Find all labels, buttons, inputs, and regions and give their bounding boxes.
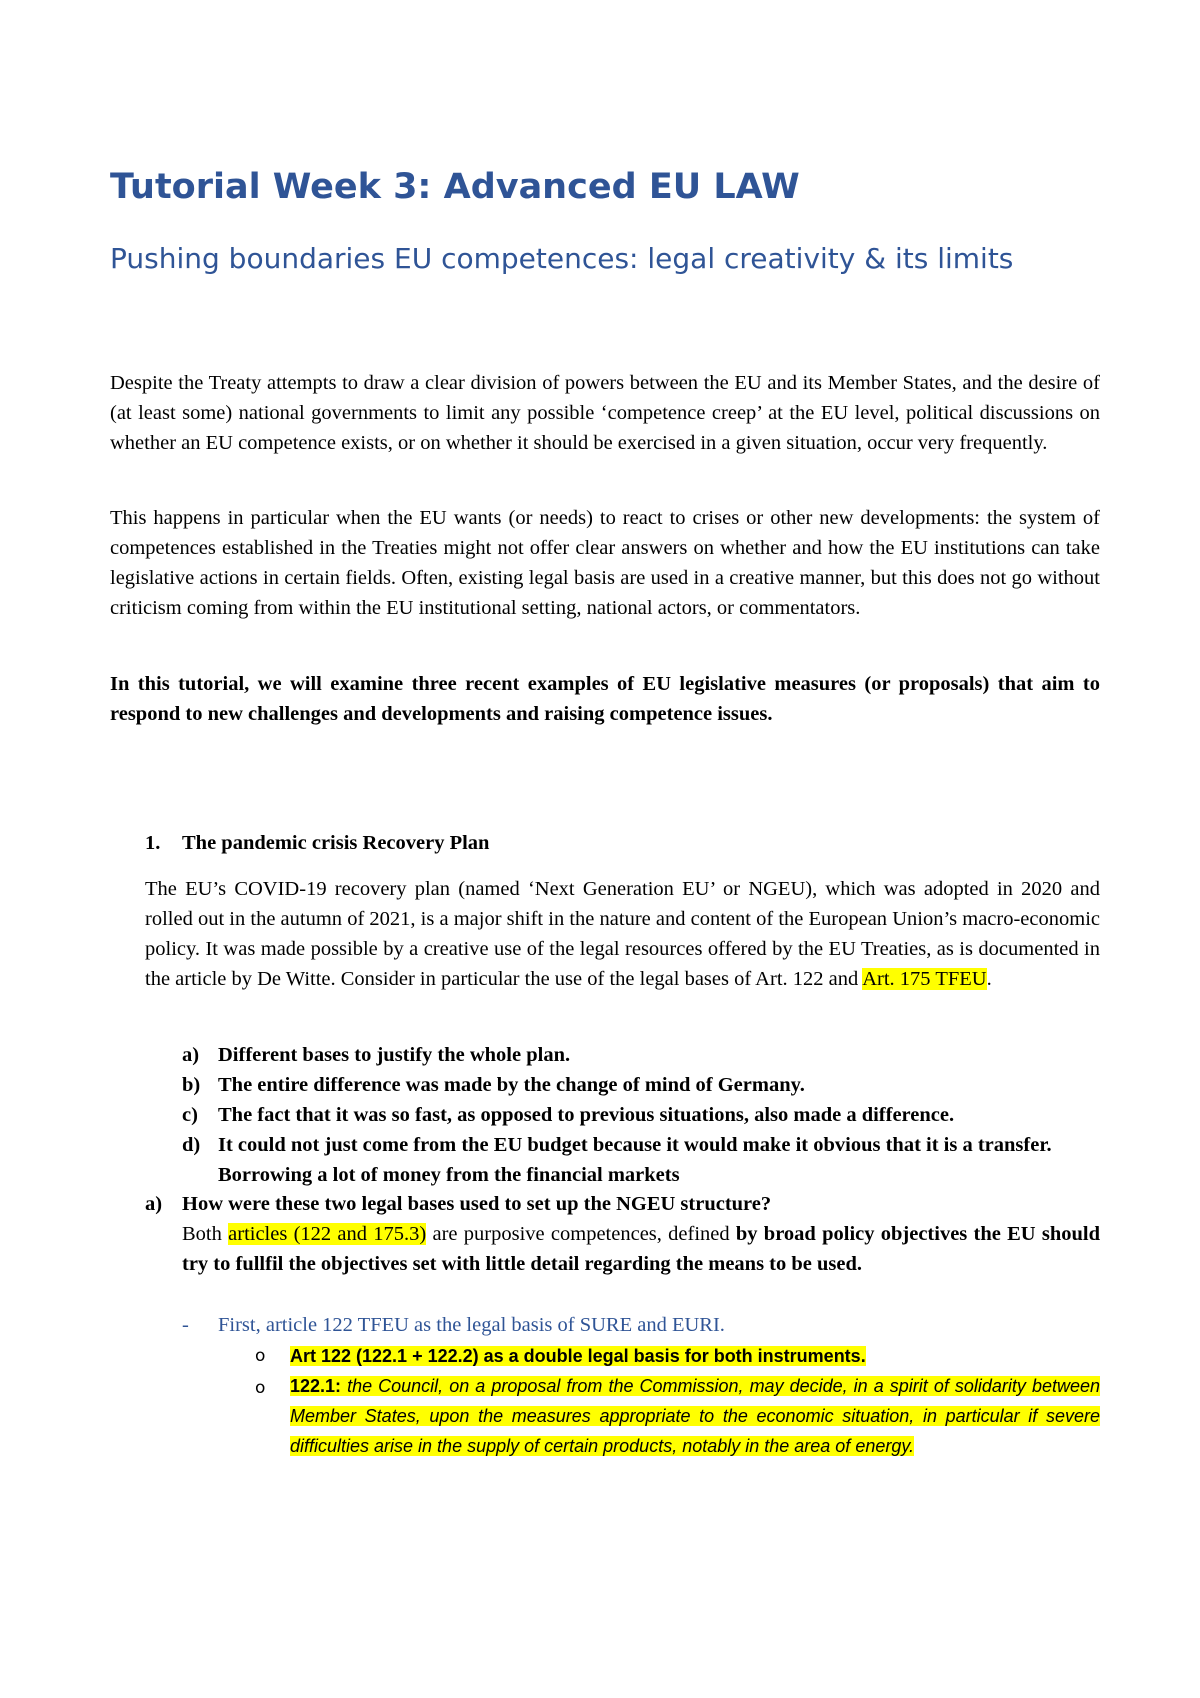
highlight-articles: articles (122 and 175.3) xyxy=(228,1223,427,1245)
circle-bullet-icon: o xyxy=(255,1346,266,1366)
both-pre: Both xyxy=(182,1223,229,1245)
highlight-art-175: Art. 175 TFEU xyxy=(862,968,987,990)
sub-item-2 xyxy=(290,1371,1100,1461)
dash-item-text: First, article 122 TFEU as the legal basis of SURE and EURI. xyxy=(218,1314,725,1336)
circle-bullet-icon: o xyxy=(255,1378,266,1398)
question-label: a) xyxy=(145,1193,163,1215)
answer-label: a) xyxy=(182,1044,200,1066)
answer-text: The fact that it was so fast, as opposed to previous situations, also made a difference. xyxy=(218,1104,955,1126)
intro-paragraph-3: In this tutorial, we will examine three recent examples of EU legislative measures (or proposals) that aim to respond to new challenges and developments and raising competence issues. xyxy=(110,673,1100,725)
sub-item-1-text: Art 122 (122.1 + 122.2) as a double legal basis for both instruments. xyxy=(290,1346,866,1366)
both-mid: are purposive competences, defined xyxy=(426,1223,736,1245)
answer-label: d) xyxy=(182,1134,201,1156)
answer-text: It could not just come from the EU budget because it would make it obvious that it is a transfer. Borrowing a lot of money from the financial markets xyxy=(218,1134,1052,1186)
section-number: 1. xyxy=(145,832,161,854)
answer-text: The entire difference was made by the change of mind of Germany. xyxy=(218,1074,805,1096)
sub-item-2-text: the Council, on a proposal from the Commission, may decide, in a spirit of solidarity between Member States, upon the measures appropriate to the economic situation, in particular if severe difficulties arise in the supply of certain products, notably in the area of energy. xyxy=(290,1376,1100,1456)
document-subtitle: Pushing boundaries EU competences: legal creativity & its limits xyxy=(110,242,1014,275)
intro-paragraph-1: Despite the Treaty attempts to draw a clear division of powers between the EU and its Member States, and the desire of (at least some) national governments to limit any possible ‘competence creep’ at the EU level, political discussions on whether an EU competence exists, or on whether it should be exercised in a given situation, occur very frequently. xyxy=(110,372,1100,454)
section-body-text: The EU’s COVID-19 recovery plan (named ‘Next Generation EU’ or NGEU), which was adopted in 2020 and rolled out in the autumn of 2021, is a major shift in the nature and content of the European Union’s macro-economic policy. It was made possible by a creative use of the legal resources offered by the EU Treaties, as is documented in the article by De Witte. Consider in particular the use of the legal bases of Art. 122 and xyxy=(145,878,1100,990)
intro-paragraph-2: This happens in particular when the EU wants (or needs) to react to crises or other new developments: the system of competences established in the Treaties might not offer clear answers on whether and how the EU institutions can take legislative actions in certain fields. Often, existing legal basis are used in a creative manner, but this does not go without criticism coming from within the EU institutional setting, national actors, or commentators. xyxy=(110,507,1100,619)
both-articles-paragraph xyxy=(182,1219,1100,1279)
sub-item-2-label: 122.1: xyxy=(290,1376,342,1396)
section-heading: The pandemic crisis Recovery Plan xyxy=(182,832,490,854)
sub-item-1 xyxy=(290,1341,1100,1371)
answer-label: c) xyxy=(182,1104,198,1126)
answer-label: b) xyxy=(182,1074,201,1096)
section-body-end: . xyxy=(986,968,992,990)
answer-text: Different bases to justify the whole plan. xyxy=(218,1044,571,1066)
both-bold: by broad policy objectives the EU should try to fullfil the objectives set with little detail regarding the means to be used. xyxy=(182,1223,1100,1275)
question-text: How were these two legal bases used to set up the NGEU structure? xyxy=(182,1193,772,1215)
document-title: Tutorial Week 3: Advanced EU LAW xyxy=(110,167,800,207)
section-body xyxy=(145,874,1100,994)
dash-marker: - xyxy=(182,1314,189,1336)
